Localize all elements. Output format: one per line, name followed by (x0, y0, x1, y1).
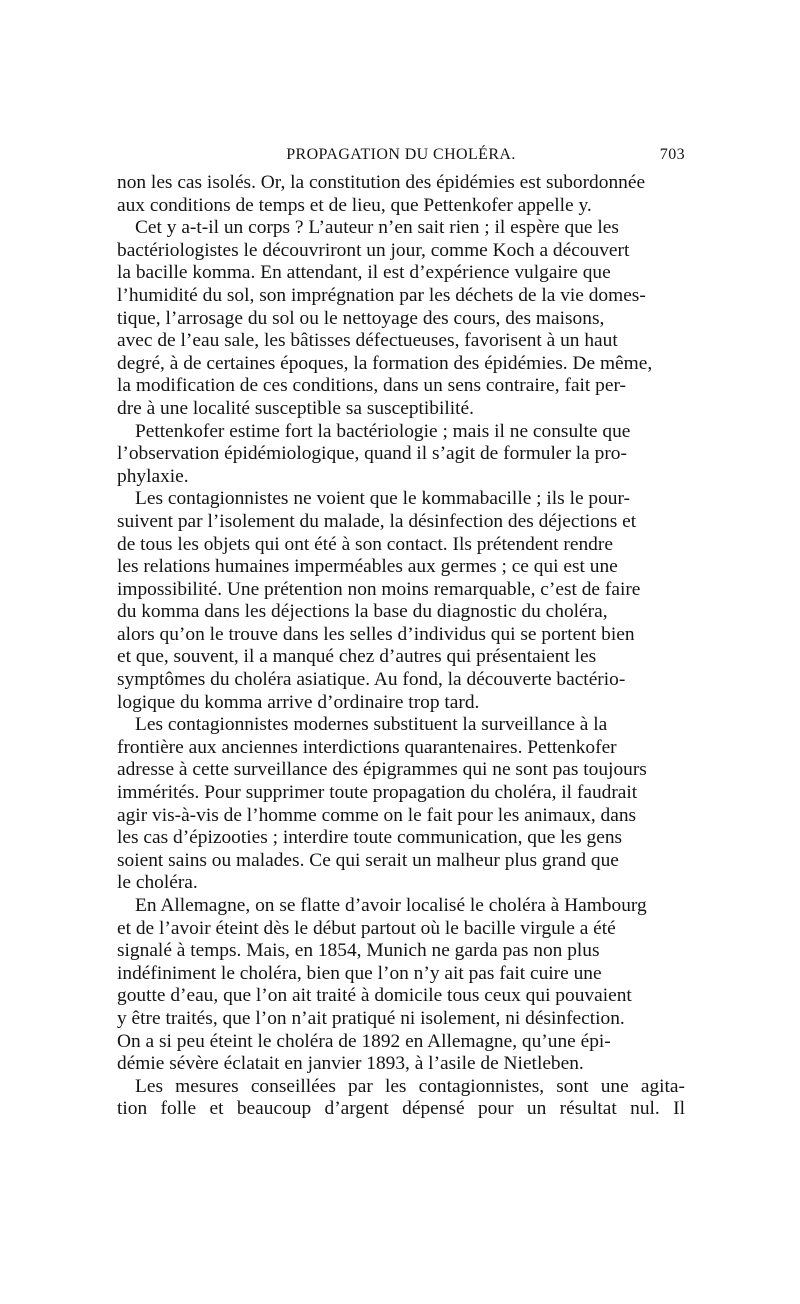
text-line: signalé à temps. Mais, en 1854, Munich ne garda pas non plus (117, 940, 600, 962)
text-line: En Allemagne, on se flatte d’avoir localisé le choléra à Hambourg (135, 895, 647, 916)
text-line: et que, souvent, il a manqué chez d’autres qui présentaient les (117, 646, 597, 668)
text-line: soient sains ou malades. Ce qui serait un malheur plus grand que (117, 849, 619, 871)
text-line: dre à une localité susceptible sa susceptibilité. (117, 397, 474, 419)
text-line: frontière aux anciennes interdictions quarantenaires. Pettenkofer (117, 736, 617, 758)
text-line: du komma dans les déjections la base du diagnostic du choléra, (117, 601, 608, 623)
text-line: de tous les objets qui ont été à son contact. Ils prétendent rendre (117, 533, 613, 555)
page-number: 703 (659, 146, 685, 163)
text-line: suivent par l’isolement du malade, la désinfection des déjections et (117, 510, 637, 532)
paragraph (117, 1076, 685, 1121)
text-line: logique du komma arrive d’ordinaire trop tard. (117, 691, 480, 713)
text-line: Les contagionnistes modernes substituent la surveillance à la (135, 714, 608, 736)
paragraph (117, 895, 685, 1076)
text-line: les cas d’épizooties ; interdire toute communication, que les gens (117, 827, 623, 849)
text-line: la bacille komma. En attendant, il est d’expérience vulgaire que (117, 262, 611, 284)
text-line: les relations humaines imperméables aux germes ; ce qui est une (117, 556, 618, 578)
text-line: symptômes du choléra asiatique. Au fond, la découverte bactério- (117, 669, 626, 691)
text-line: adresse à cette surveillance des épigrammes qui ne sont pas toujours (117, 759, 647, 781)
text-line: Cet y a-t-il un corps ? L’auteur n’en sait rien ; il espère que les (135, 217, 619, 239)
text-line: indéfiniment le choléra, bien que l’on n’y ait pas fait cuire une (117, 962, 602, 984)
text-line: phylaxie. (117, 465, 189, 487)
text-line: bactériologistes le découvriront un jour, comme Koch a découvert (117, 239, 630, 261)
text-line: On a si peu éteint le choléra de 1892 en Allemagne, qu’une épi- (117, 1030, 611, 1052)
text-line: agir vis-à-vis de l’homme comme on le fait pour les animaux, dans (117, 804, 637, 826)
paragraph (117, 217, 685, 420)
running-head (117, 146, 685, 170)
text-line: l’humidité du sol, son imprégnation par les déchets de la vie domes- (117, 284, 646, 306)
text-line: degré, à de certaines époques, la formation des épidémies. De même, (117, 352, 653, 374)
text-line: la modification de ces conditions, dans un sens contraire, fait per- (117, 375, 626, 397)
paragraph (117, 488, 685, 714)
text-line: alors qu’on le trouve dans les selles d’individus qui se portent bien (117, 623, 635, 645)
text-line: tion folle et beaucoup d’argent dépensé pour un résultat nul. Il (117, 1098, 685, 1120)
text-line: et de l’avoir éteint dès le début partout où le bacille virgule a été (117, 917, 616, 939)
paragraph (117, 172, 685, 217)
text-line: Pettenkofer estime fort la bactériologie ; mais il ne consulte que (135, 420, 631, 442)
text-line: goutte d’eau, que l’on ait traité à domicile tous ceux qui pouvaient (117, 985, 632, 1007)
running-title: PROPAGATION DU CHOLÉRA. (286, 146, 516, 163)
text-line: impossibilité. Une prétention non moins remarquable, c’est de faire (117, 578, 641, 600)
text-line: tique, l’arrosage du sol ou le nettoyage des cours, des maisons, (117, 307, 605, 329)
text-line: le choléra. (117, 872, 198, 894)
text-line: Les contagionnistes ne voient que le kommabacille ; ils le pour- (135, 488, 631, 510)
text-line: Les mesures conseillées par les contagionnistes, sont une agita- (135, 1075, 685, 1097)
text-line: non les cas isolés. Or, la constitution des épidémies est subordonnée (117, 172, 646, 193)
text-line: aux conditions de temps et de lieu, que Pettenkofer appelle y. (117, 194, 592, 216)
text-line: y être traités, que l’on n’ait pratiqué ni isolement, ni désinfection. (117, 1007, 625, 1029)
text-line: immérités. Pour supprimer toute propagation du choléra, il faudrait (117, 782, 638, 804)
paragraph (117, 714, 685, 895)
text-line: avec de l’eau sale, les bâtisses défectueuses, favorisent à un haut (117, 330, 618, 352)
text-line: l’observation épidémiologique, quand il s’agit de formuler la pro- (117, 443, 627, 465)
body-text (117, 172, 685, 1121)
paragraph (117, 421, 685, 489)
text-line: démie sévère éclatait en janvier 1893, à l’asile de Nietleben. (117, 1053, 584, 1075)
